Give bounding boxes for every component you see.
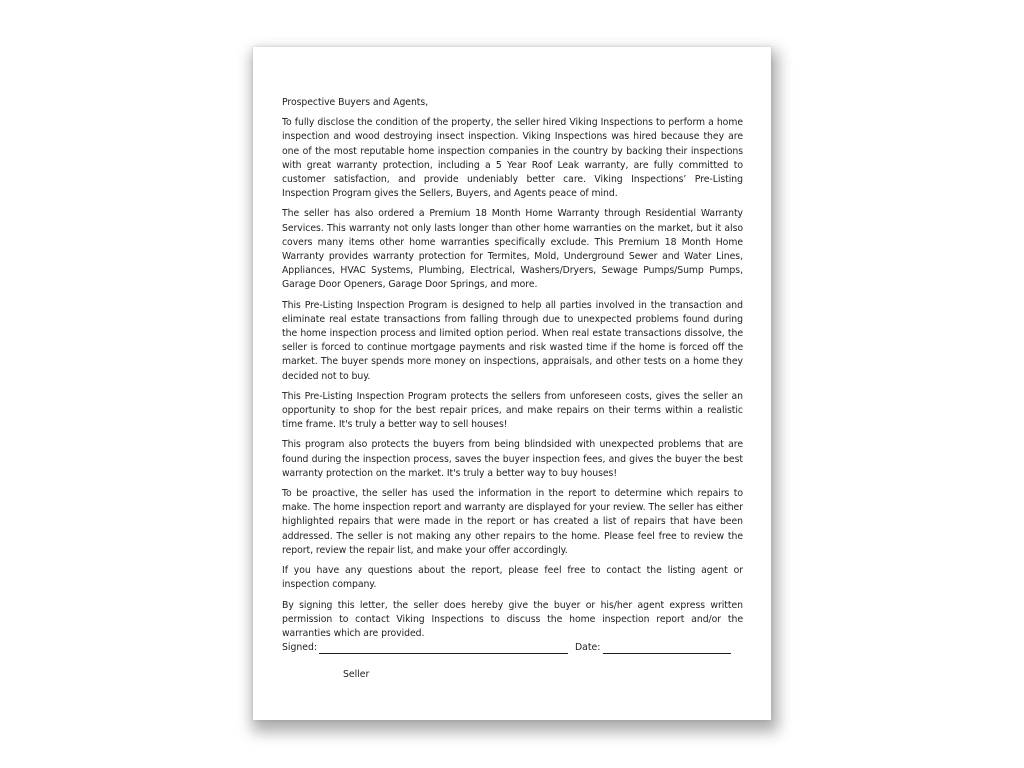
seller-label: Seller: [343, 669, 370, 680]
paragraph-disclosure: To fully disclose the condition of the property, the seller hired Viking Inspections to perform a home inspection and wood destroying insect inspection. Viking Inspections was hired because they are one of the most reputable home inspection companies in the country by backing their inspections with great warranty protection, including a 5 Year Roof Leak warranty, are fully committed to customer satisfaction, and provide undeniably better care. Viking Inspections’ Pre-Listing Inspection Program gives the Sellers, Buyers, and Agents peace of mind.: [282, 117, 743, 200]
paragraph-buyer-protection: This program also protects the buyers from being blindsided with unexpected problems that are found during the inspection process, saves the buyer inspection fees, and gives the buyer the best warranty protection on the market. It's truly a better way to buy houses!: [282, 439, 743, 479]
paragraph-questions: If you have any questions about the report, please feel free to contact the listing agent or inspection company.: [282, 565, 743, 591]
paragraph-seller-protection: This Pre-Listing Inspection Program protects the sellers from unforeseen costs, gives the seller an opportunity to shop for the best repair prices, and make repairs on their terms within a realistic time frame. It's truly a better way to sell houses!: [282, 390, 743, 431]
paragraph-program-purpose: This Pre-Listing Inspection Program is designed to help all parties involved in the transaction and eliminate real estate transactions from falling through due to unexpected problems found during the home inspection process and limited option period. When real estate transactions dissolve, the seller is forced to continue mortgage payments and risk wasted time if the home is forced off the market. The buyer spends more money on inspections, appraisals, and other tests on a home they decided not to buy.: [282, 299, 743, 382]
letter-greeting: Prospective Buyers and Agents,: [282, 97, 429, 108]
paragraph-repairs: To be proactive, the seller has used the information in the report to determine which repairs to make. The home inspection report and warranty are displayed for your review. The seller has either highlighted repairs that were made in the report or has created a list of repairs that have been addressed. The seller is not making any other repairs to the home. Please feel free to review the report, review the repair list, and make your offer accordingly.: [282, 488, 743, 556]
paragraph-home-warranty: The seller has also ordered a Premium 18 Month Home Warranty through Residential Warranty Services. This warranty not only lasts longer than other home warranties on the market, but it also covers many items other home warranties specifically exclude. This Premium 18 Month Home Warranty provides warranty protection for Termites, Mold, Underground Sewer and Water Lines, Appliances, HVAC Systems, Plumbing, Electrical, Washers/Dryers, Sewage Pumps/Sump Pumps, Garage Door Openers, Garage Door Springs, and more.: [282, 208, 743, 291]
paragraph-permission: By signing this letter, the seller does hereby give the buyer or his/her agent express written permission to contact Viking Inspections to discuss the home inspection report and/or the warranties which are provided.: [282, 599, 743, 639]
document-page: [253, 47, 771, 720]
signature-line: [319, 653, 568, 654]
signed-label: Signed:: [282, 642, 318, 653]
date-label: Date:: [575, 642, 601, 653]
date-line: [603, 653, 731, 654]
letter-body: [282, 96, 743, 647]
